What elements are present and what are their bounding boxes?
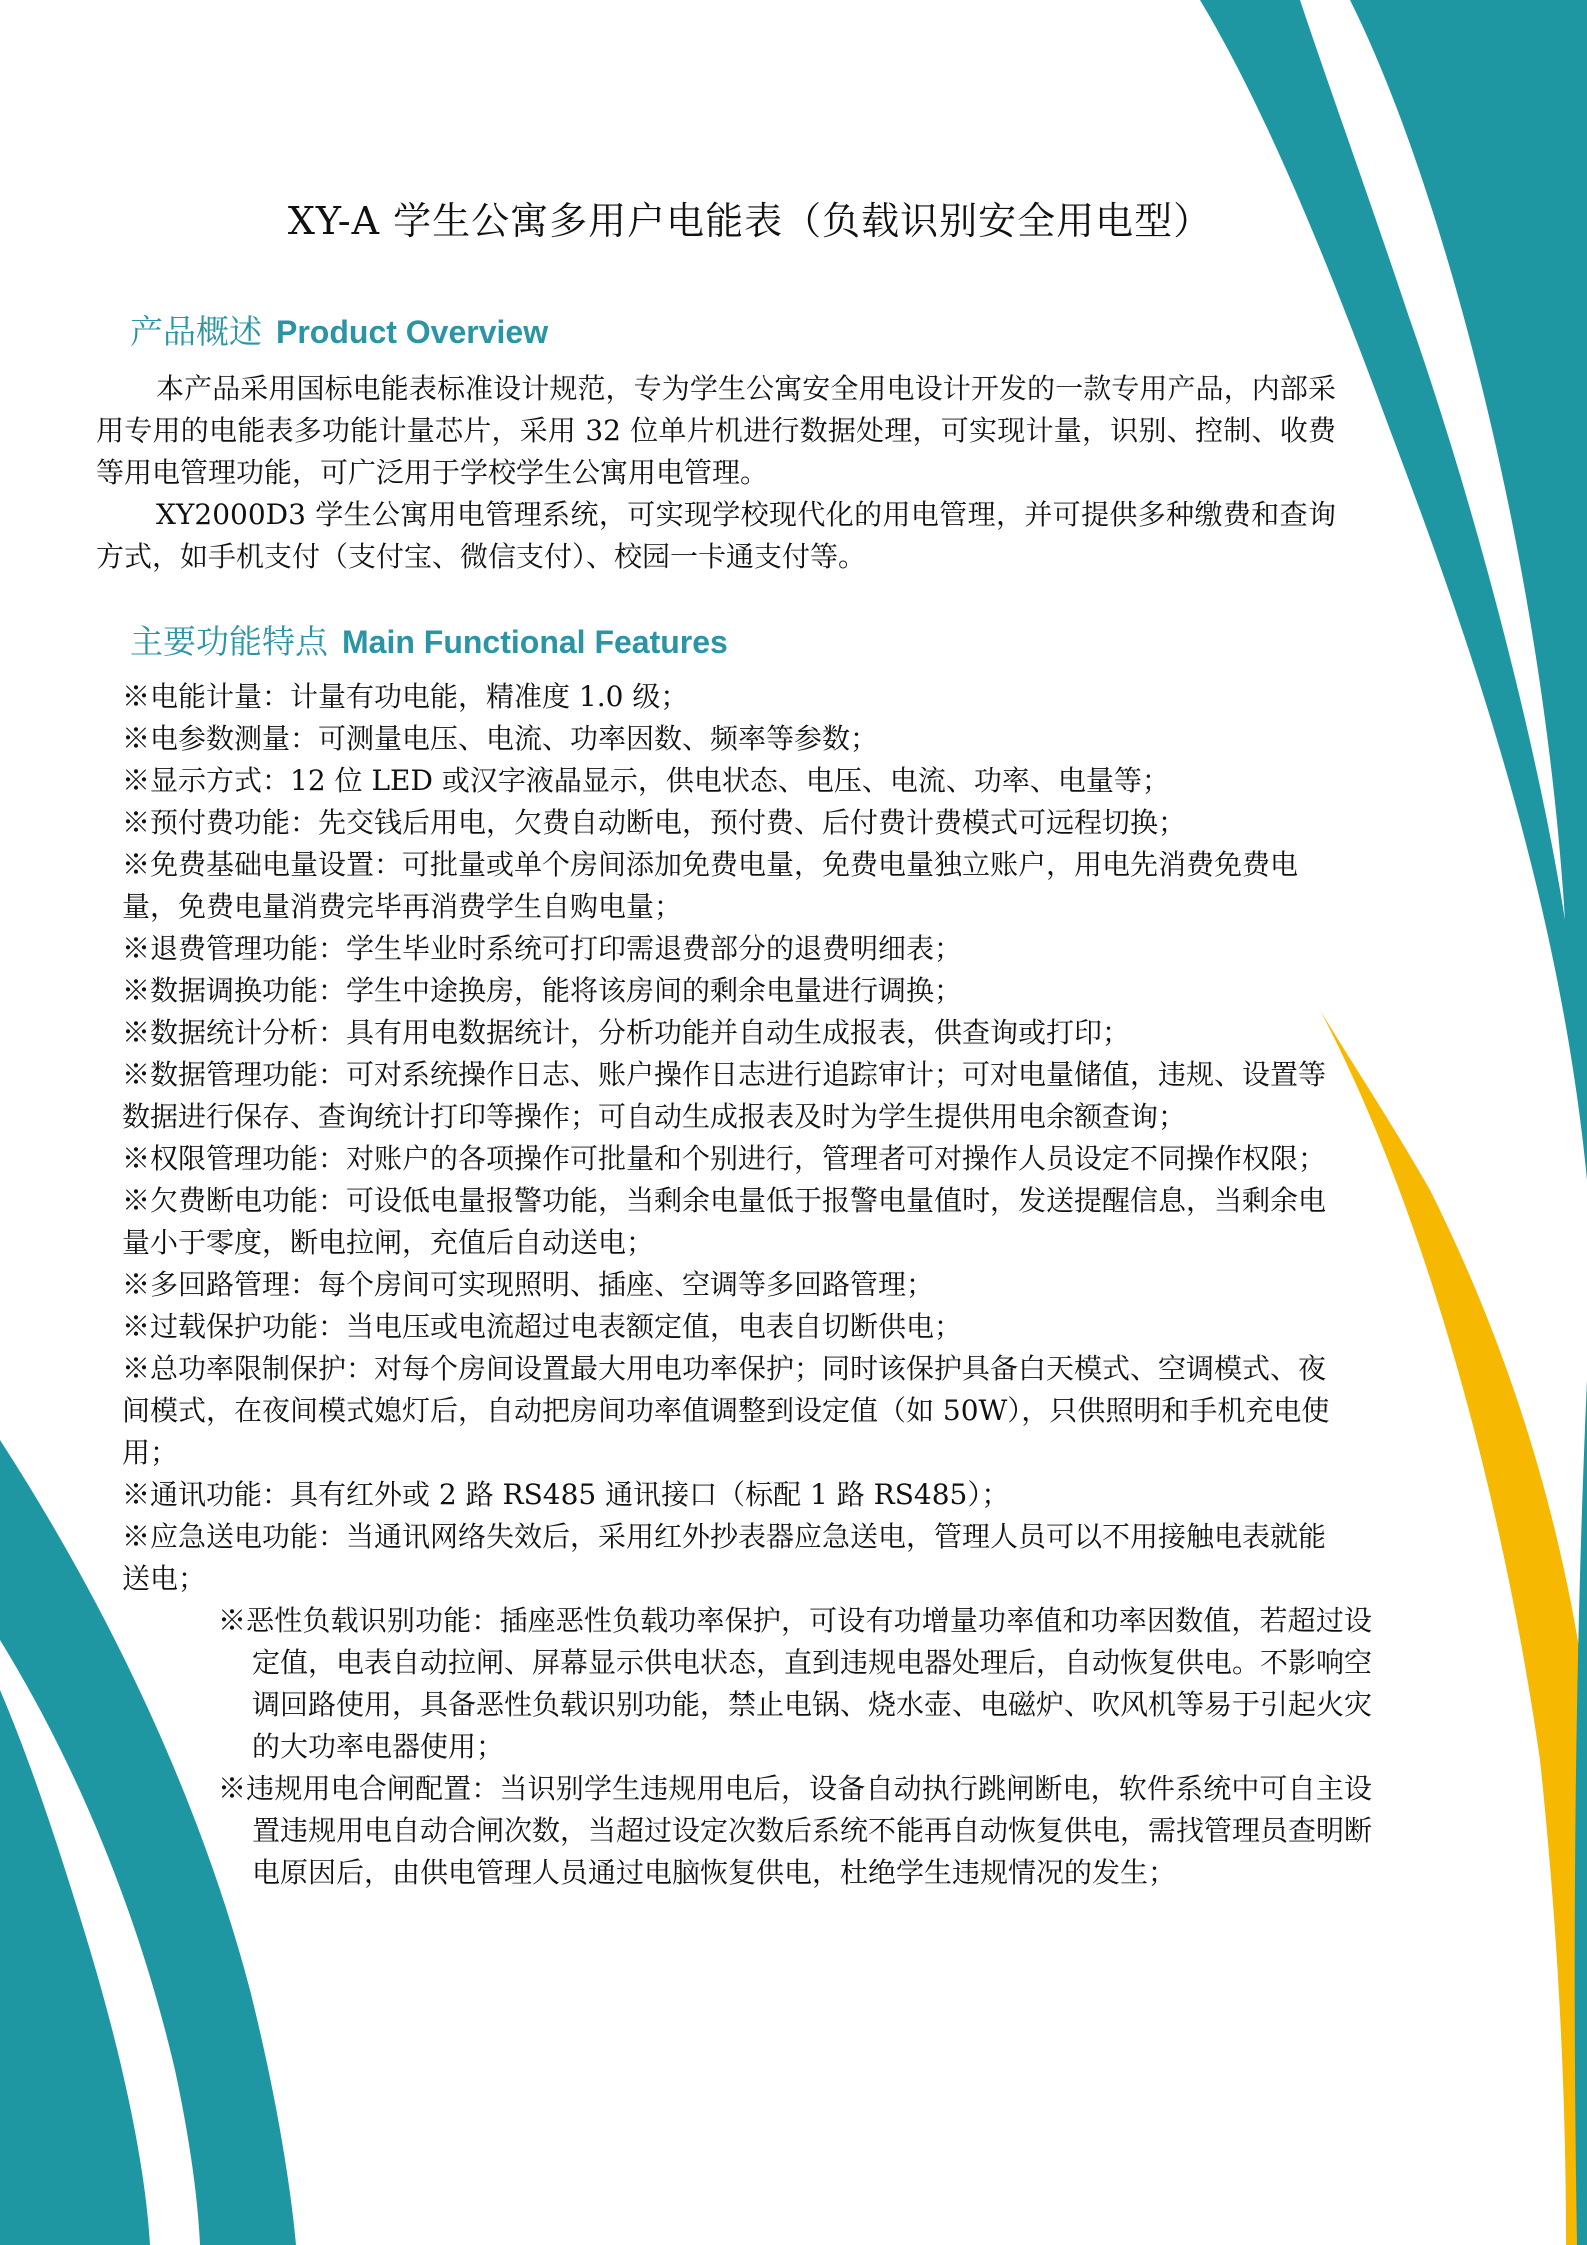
overview-paragraph-2: XY2000D3 学生公寓用电管理系统，可实现学校现代化的用电管理，并可提供多种缴费和查询方式，如手机支付（支付宝、微信支付）、校园一卡通支付等。 <box>96 498 1336 573</box>
feature-sub-item: ※违规用电合闸配置：当识别学生违规用电后，设备自动执行跳闸断电，软件系统中可自主设置违规用电自动合闸次数，当超过设定次数后系统不能再自动恢复供电，需找管理员查明断电原因后，由供电管理人员通过电脑恢复供电，杜绝学生违规情况的发生； <box>218 1772 1373 1889</box>
feature-list <box>122 676 1373 1894</box>
feature-item: ※显示方式：12 位 LED 或汉字液晶显示，供电状态、电压、电流、功率、电量等； <box>122 764 1170 797</box>
features-heading <box>130 616 728 663</box>
feature-item: ※电参数测量：可测量电压、电流、功率因数、频率等参数； <box>122 722 879 755</box>
feature-item: ※退费管理功能：学生毕业时系统可打印需退费部分的退费明细表； <box>122 932 963 965</box>
feature-item: ※通讯功能：具有红外或 2 路 RS485 通讯接口（标配 1 路 RS485）； <box>122 1478 1010 1511</box>
document-title: XY-A 学生公寓多用户电能表（负载识别安全用电型） <box>287 199 1213 243</box>
feature-item: ※过载保护功能：当电压或电流超过电表额定值，电表自切断供电； <box>122 1310 963 1343</box>
feature-item: ※数据统计分析：具有用电数据统计，分析功能并自动生成报表，供查询或打印； <box>122 1016 1131 1049</box>
feature-item: ※数据调换功能：学生中途换房，能将该房间的剩余电量进行调换； <box>122 974 963 1007</box>
overview-heading <box>130 306 548 353</box>
features-heading-en: Main Functional Features <box>342 624 728 660</box>
feature-item: ※预付费功能：先交钱后用电，欠费自动断电，预付费、后付费计费模式可远程切换； <box>122 806 1187 839</box>
overview-paragraph-1: 本产品采用国标电能表标准设计规范，专为学生公寓安全用电设计开发的一款专用产品，内部采用专用的电能表多功能计量芯片，采用 32 位单片机进行数据处理，可实现计量，识别、控制、收费等用电管理功能，可广泛用于学校学生公寓用电管理。 <box>96 372 1336 489</box>
overview-heading-cn: 产品概述 <box>130 312 262 351</box>
feature-item: ※应急送电功能：当通讯网络失效后，采用红外抄表器应急送电，管理人员可以不用接触电表就能送电； <box>122 1520 1327 1595</box>
feature-sub-item: ※恶性负载识别功能：插座恶性负载功率保护，可设有功增量功率值和功率因数值，若超过设定值，电表自动拉闸、屏幕显示供电状态，直到违规电器处理后，自动恢复供电。不影响空调回路使用，具备恶性负载识别功能，禁止电锅、烧水壶、电磁炉、吹风机等易于引起火灾的大功率电器使用； <box>218 1604 1373 1763</box>
feature-item: ※权限管理功能：对账户的各项操作可批量和个别进行，管理者可对操作人员设定不同操作权限； <box>122 1142 1327 1175</box>
feature-item: ※电能计量：计量有功电能，精准度 1.0 级； <box>122 680 689 713</box>
features-heading-cn: 主要功能特点 <box>130 622 328 661</box>
feature-item: ※多回路管理：每个房间可实现照明、插座、空调等多回路管理； <box>122 1268 935 1301</box>
feature-item: ※总功率限制保护：对每个房间设置最大用电功率保护；同时该保护具备白天模式、空调模式、夜间模式，在夜间模式媳灯后，自动把房间功率值调整到设定值（如 50W），只供照明和手机充电使用； <box>122 1352 1330 1469</box>
feature-item: ※数据管理功能：可对系统操作日志、账户操作日志进行追踪审计；可对电量储值，违规、设置等数据进行保存、查询统计打印等操作；可自动生成报表及时为学生提供用电余额查询； <box>122 1058 1327 1133</box>
feature-item: ※免费基础电量设置：可批量或单个房间添加免费电量，免费电量独立账户，用电先消费免费电量，免费电量消费完毕再消费学生自购电量； <box>122 848 1299 923</box>
overview-heading-en: Product Overview <box>276 314 549 350</box>
feature-item: ※欠费断电功能：可设低电量报警功能，当剩余电量低于报警电量值时，发送提醒信息，当剩余电量小于零度，断电拉闸，充值后自动送电； <box>122 1184 1327 1259</box>
